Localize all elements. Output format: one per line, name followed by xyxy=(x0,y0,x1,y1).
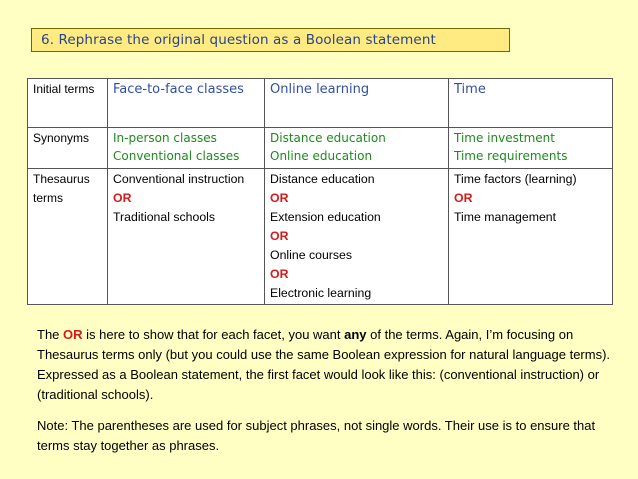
explanation-paragraph xyxy=(37,325,612,405)
thesaurus-term: Extension education xyxy=(270,210,381,224)
thesaurus-term: Online courses xyxy=(270,248,353,262)
synonym-term: Conventional classes xyxy=(113,149,240,163)
synonym-term: Distance education xyxy=(270,131,386,145)
synonym-term: Time requirements xyxy=(454,149,568,163)
slide-title: 6. Rephrase the original question as a Boolean statement xyxy=(31,28,510,52)
text-run: of the terms. Again, I’m focusing on Thesaurus terms only (but you could use the same Boolean expression for natural language terms). Expressed as a Boolean statement, the first facet would look like this: (conventional instruction) or (traditional schools). xyxy=(37,327,611,402)
or-operator: OR xyxy=(270,267,289,281)
row-label-initial-terms: Initial terms xyxy=(28,79,108,128)
terms-table xyxy=(27,78,613,305)
row-label-synonyms: Synonyms xyxy=(28,128,108,169)
synonyms-col1 xyxy=(108,128,265,169)
initial-term-time: Time xyxy=(449,79,613,128)
text-run: is here to show that for each facet, you want xyxy=(82,327,345,342)
synonyms-col3 xyxy=(449,128,613,169)
synonym-term: Online education xyxy=(270,149,373,163)
thesaurus-term: Time management xyxy=(454,210,557,224)
thesaurus-term: Distance education xyxy=(270,172,375,186)
synonym-term: Time investment xyxy=(454,131,555,145)
thesaurus-term: Time factors (learning) xyxy=(454,172,577,186)
thesaurus-term: Conventional instruction xyxy=(113,172,245,186)
synonyms-col2 xyxy=(265,128,449,169)
table-row-synonyms xyxy=(28,128,613,169)
row-label-thesaurus-terms: Thesaurus terms xyxy=(28,169,108,305)
thesaurus-col3 xyxy=(449,169,613,305)
or-keyword: OR xyxy=(63,327,83,342)
initial-term-online-learning: Online learning xyxy=(265,79,449,128)
initial-term-face-to-face: Face-to-face classes xyxy=(108,79,265,128)
text-run: The xyxy=(37,327,64,342)
any-keyword: any xyxy=(344,327,367,342)
table-row-initial-terms xyxy=(28,79,613,128)
synonym-term: In-person classes xyxy=(113,131,217,145)
thesaurus-col1 xyxy=(108,169,265,305)
or-operator: OR xyxy=(454,191,473,205)
or-operator: OR xyxy=(270,229,289,243)
or-operator: OR xyxy=(113,191,132,205)
table-row-thesaurus-terms xyxy=(28,169,613,305)
thesaurus-term: Electronic learning xyxy=(270,286,372,300)
explanation-text xyxy=(37,325,612,456)
note-paragraph: Note: The parentheses are used for subject phrases, not single words. Their use is to ensure that terms stay together as phrases. xyxy=(37,418,596,453)
thesaurus-term: Traditional schools xyxy=(113,210,216,224)
thesaurus-col2 xyxy=(265,169,449,305)
or-operator: OR xyxy=(270,191,289,205)
